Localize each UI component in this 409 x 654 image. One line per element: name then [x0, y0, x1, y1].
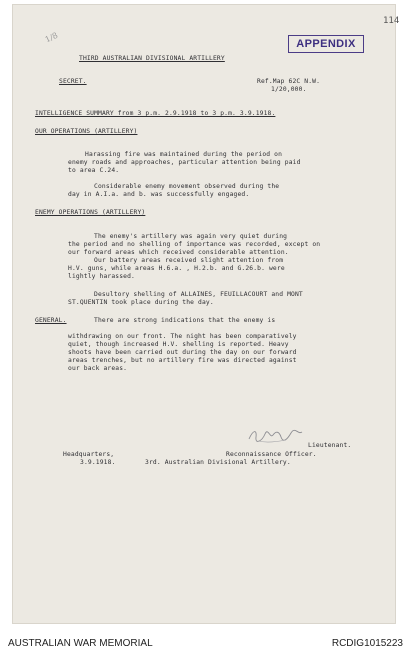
document-page: 114 1/8 APPENDIX THIRD AUSTRALIAN DIVISIONAL ARTILLERY SECRET. Ref.Map 62C N.W. 1/20,000. INTELLIGENCE SUMMARY from 3 p.m. 2.9.1918 to 3 p.m. 3.9.1918. OUR OPERATIONS (ARTILLERY) Harassing fire was maintained during the period on enemy roads and approaches, particular attention being paid to area C.24. Considerable enemy movement observed during the day in A.I.a. and b. was successfully engaged. ENEMY OPERATIONS (ARTILLERY) The enemy's artillery was again very quiet during the period and no shelling of importance was recorded, except on our forward areas which received considerable attention. Our battery areas received slight attention from H.V. guns, while areas H.6.a. , H.2.b. and G.26.b. were lightly harassed. Desultory shelling of ALLAINES, FEUILLACOURT and MONT ST.QUENTIN took place during the day. GENERAL. There are strong indications that the enemy is withdrawing on our front. The night has been comparatively quiet, though increased H.V. shelling is reported. Heavy shoots have been carried out during the day on our forward areas trenches, but no artillery fire was directed against our back areas. Lieutenant. Headquarters, Reconnaissance Officer. 3.9.1918. 3rd. Australian Divisional Artillery. — [13, 5, 395, 623]
intelligence-summary-title: INTELLIGENCE SUMMARY from 3 p.m. 2.9.1918 to 3 p.m. 3.9.1918. — [35, 110, 276, 117]
archive-source: AUSTRALIAN WAR MEMORIAL — [8, 638, 153, 649]
document-header: THIRD AUSTRALIAN DIVISIONAL ARTILLERY — [79, 55, 225, 62]
secret-marking: SECRET. — [59, 78, 87, 85]
map-scale: 1/20,000. — [271, 86, 307, 93]
headquarters-date: 3.9.1918. — [80, 459, 116, 466]
archive-reference-id: RCDIG1015223 — [331, 638, 403, 649]
headquarters-label: Headquarters, — [63, 451, 115, 458]
signatory-unit: 3rd. Australian Divisional Artillery. — [145, 459, 291, 466]
signatory-rank: Lieutenant. — [308, 442, 352, 449]
enemy-operations-heading: ENEMY OPERATIONS (ARTILLERY) — [35, 209, 146, 216]
appendix-stamp: APPENDIX — [288, 35, 364, 53]
handwritten-signature — [246, 425, 304, 447]
map-reference: Ref.Map 62C N.W. — [257, 78, 321, 85]
pencil-annotation: 1/8 — [43, 30, 60, 45]
our-operations-heading: OUR OPERATIONS (ARTILLERY) — [35, 128, 138, 135]
signatory-title: Reconnaissance Officer. — [226, 451, 317, 458]
folio-number: 114 — [383, 16, 400, 26]
general-heading: GENERAL. — [35, 317, 67, 324]
